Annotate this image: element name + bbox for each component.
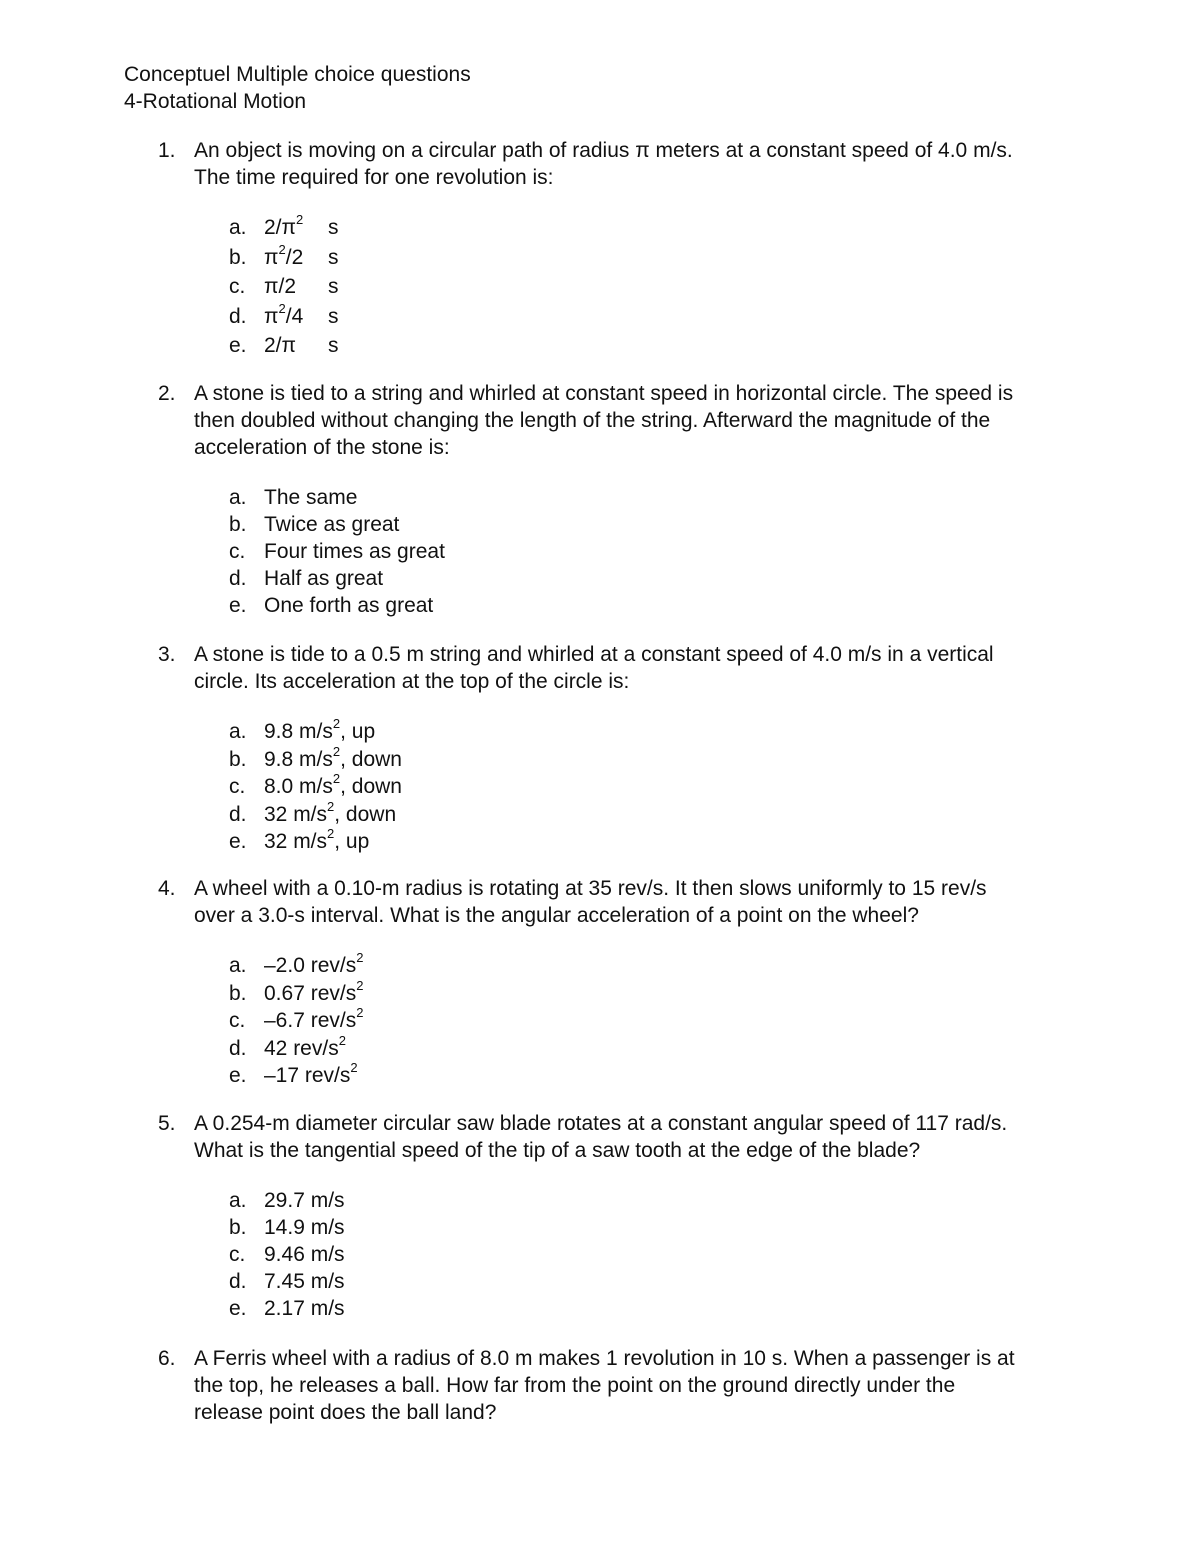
option-base: π [264, 304, 279, 328]
option-letter: b. [229, 245, 247, 269]
option-superscript: 2 [327, 826, 335, 841]
option-base: Half as great [264, 567, 384, 590]
question-line: A wheel with a 0.10-m radius is rotating at 35 rev/s. It then slows uniformly to 15 rev/s [194, 877, 987, 900]
option-suffix: , down [334, 802, 397, 826]
option-base: 9.46 m/s [264, 1243, 345, 1266]
option-text [264, 484, 357, 511]
option-text [264, 773, 402, 800]
option-letter: d. [229, 1270, 247, 1293]
option-text [264, 565, 383, 592]
question-text [194, 875, 1154, 929]
option-base: 9.8 m/s [264, 747, 333, 771]
option-superscript: 2 [278, 241, 286, 257]
question-text [194, 137, 1154, 191]
option-letter: e. [229, 334, 247, 357]
option-text [264, 1268, 345, 1295]
option-suffix: /4 [285, 304, 304, 328]
option-base: –2.0 rev/s [264, 954, 357, 977]
option-text [264, 952, 363, 979]
option-base: 32 m/s [264, 802, 328, 826]
option-suffix: /2 [285, 245, 304, 269]
question-line: acceleration of the stone is: [194, 436, 450, 459]
question-line: A Ferris wheel with a radius of 8.0 m makes 1 revolution in 10 s. When a passenger is at [194, 1347, 1015, 1370]
option-text [264, 300, 304, 330]
option-letter: a. [229, 954, 247, 977]
option-letter: e. [229, 830, 247, 853]
option-letter: b. [229, 747, 247, 771]
option-text [264, 1032, 346, 1062]
question-line: A stone is tied to a string and whirled at constant speed in horizontal circle. The speed is [194, 382, 1014, 405]
option-letter: e. [229, 594, 247, 617]
question-line: the top, he releases a ball. How far from the point on the ground directly under the [194, 1374, 956, 1397]
option-superscript: 2 [350, 1060, 358, 1075]
option-base: 32 m/s [264, 830, 328, 853]
option-base: –6.7 rev/s [264, 1009, 357, 1032]
option-letter: e. [229, 1064, 247, 1087]
option-letter: c. [229, 275, 246, 298]
document-subtitle: 4-Rotational Motion [124, 90, 307, 113]
option-letter: b. [229, 981, 247, 1005]
option-suffix: , up [340, 720, 376, 743]
option-superscript: 2 [356, 977, 364, 993]
question-line: circle. Its acceleration at the top of the circle is: [194, 670, 630, 693]
option-base: 8.0 m/s [264, 775, 333, 798]
option-letter: b. [229, 513, 247, 536]
option-superscript: 2 [278, 300, 286, 316]
question-line: An object is moving on a circular path of radius π meters at a constant speed of 4.0 m/s. [194, 139, 1013, 162]
option-text [264, 1214, 345, 1241]
option-base: 14.9 m/s [264, 1216, 345, 1239]
question-line: The time required for one revolution is: [194, 166, 554, 189]
question-line: over a 3.0-s interval. What is the angular acceleration of a point on the wheel? [194, 904, 919, 927]
option-text [264, 511, 399, 538]
option-text [264, 241, 304, 271]
question-text [194, 641, 1154, 695]
option-base: 2/π [264, 334, 297, 357]
option-unit: s [328, 304, 339, 328]
option-base: 29.7 m/s [264, 1189, 345, 1212]
question-number: 5. [158, 1112, 176, 1135]
question-number: 4. [158, 877, 176, 900]
option-superscript: 2 [332, 771, 341, 786]
question-line: release point does the ball land? [194, 1401, 497, 1424]
option-text [264, 592, 433, 619]
option-letter: a. [229, 216, 247, 239]
option-text [264, 718, 375, 745]
option-base: 2/π [264, 216, 297, 239]
option-text [264, 1187, 345, 1214]
option-base: 2.17 m/s [264, 1297, 345, 1320]
option-letter: d. [229, 1036, 247, 1060]
option-text [264, 1062, 358, 1089]
option-text [264, 1007, 363, 1034]
option-text [264, 828, 369, 855]
option-text [264, 273, 296, 300]
option-superscript: 2 [338, 1032, 346, 1048]
option-base: The same [264, 486, 358, 509]
option-base: 42 rev/s [264, 1036, 339, 1060]
option-letter: b. [229, 1216, 247, 1239]
option-letter: d. [229, 304, 247, 328]
option-letter: a. [229, 1189, 247, 1212]
question-line: A 0.254-m diameter circular saw blade rotates at a constant angular speed of 117 rad/s. [194, 1112, 1008, 1135]
document-title: Conceptuel Multiple choice questions [124, 63, 471, 86]
option-text [264, 214, 303, 241]
option-base: Four times as great [264, 540, 445, 563]
option-superscript: 2 [332, 716, 341, 731]
option-suffix: , up [334, 830, 370, 853]
option-text [264, 1241, 345, 1268]
question-text [194, 380, 1154, 461]
option-suffix: , down [340, 775, 402, 798]
option-base: 7.45 m/s [264, 1270, 345, 1293]
option-text [264, 332, 296, 359]
option-letter: a. [229, 486, 247, 509]
question-line: A stone is tide to a 0.5 m string and whirled at a constant speed of 4.0 m/s in a vertical [194, 643, 994, 666]
question-text [194, 1110, 1154, 1164]
option-base: 9.8 m/s [264, 720, 333, 743]
option-letter: e. [229, 1297, 247, 1320]
option-text [264, 798, 397, 828]
option-text [264, 538, 445, 565]
option-text [264, 977, 364, 1007]
option-letter: d. [229, 567, 247, 590]
option-unit: s [328, 275, 339, 298]
option-superscript: 2 [356, 1005, 364, 1020]
option-base: –17 rev/s [264, 1064, 351, 1087]
option-base: π/2 [264, 275, 297, 298]
option-superscript: 2 [356, 950, 364, 965]
option-letter: c. [229, 1009, 246, 1032]
option-superscript: 2 [332, 743, 341, 759]
question-number: 2. [158, 382, 176, 405]
option-letter: c. [229, 540, 246, 563]
option-superscript: 2 [296, 212, 304, 227]
option-base: 0.67 rev/s [264, 981, 357, 1005]
option-suffix: , down [340, 747, 402, 771]
question-text [194, 1345, 1154, 1426]
question-line: What is the tangential speed of the tip of a saw tooth at the edge of the blade? [194, 1139, 921, 1162]
question-number: 6. [158, 1347, 176, 1370]
option-superscript: 2 [327, 798, 335, 814]
question-number: 3. [158, 643, 176, 666]
option-text [264, 743, 402, 773]
option-unit: s [328, 334, 339, 357]
option-letter: c. [229, 1243, 246, 1266]
option-letter: c. [229, 775, 246, 798]
question-line: then doubled without changing the length of the string. Afterward the magnitude of the [194, 409, 991, 432]
option-unit: s [328, 216, 339, 239]
option-letter: d. [229, 802, 247, 826]
option-base: One forth as great [264, 594, 434, 617]
option-text [264, 1295, 345, 1322]
option-letter: a. [229, 720, 247, 743]
question-number: 1. [158, 139, 176, 162]
option-base: Twice as great [264, 513, 400, 536]
option-base: π [264, 245, 279, 269]
option-unit: s [328, 245, 339, 269]
